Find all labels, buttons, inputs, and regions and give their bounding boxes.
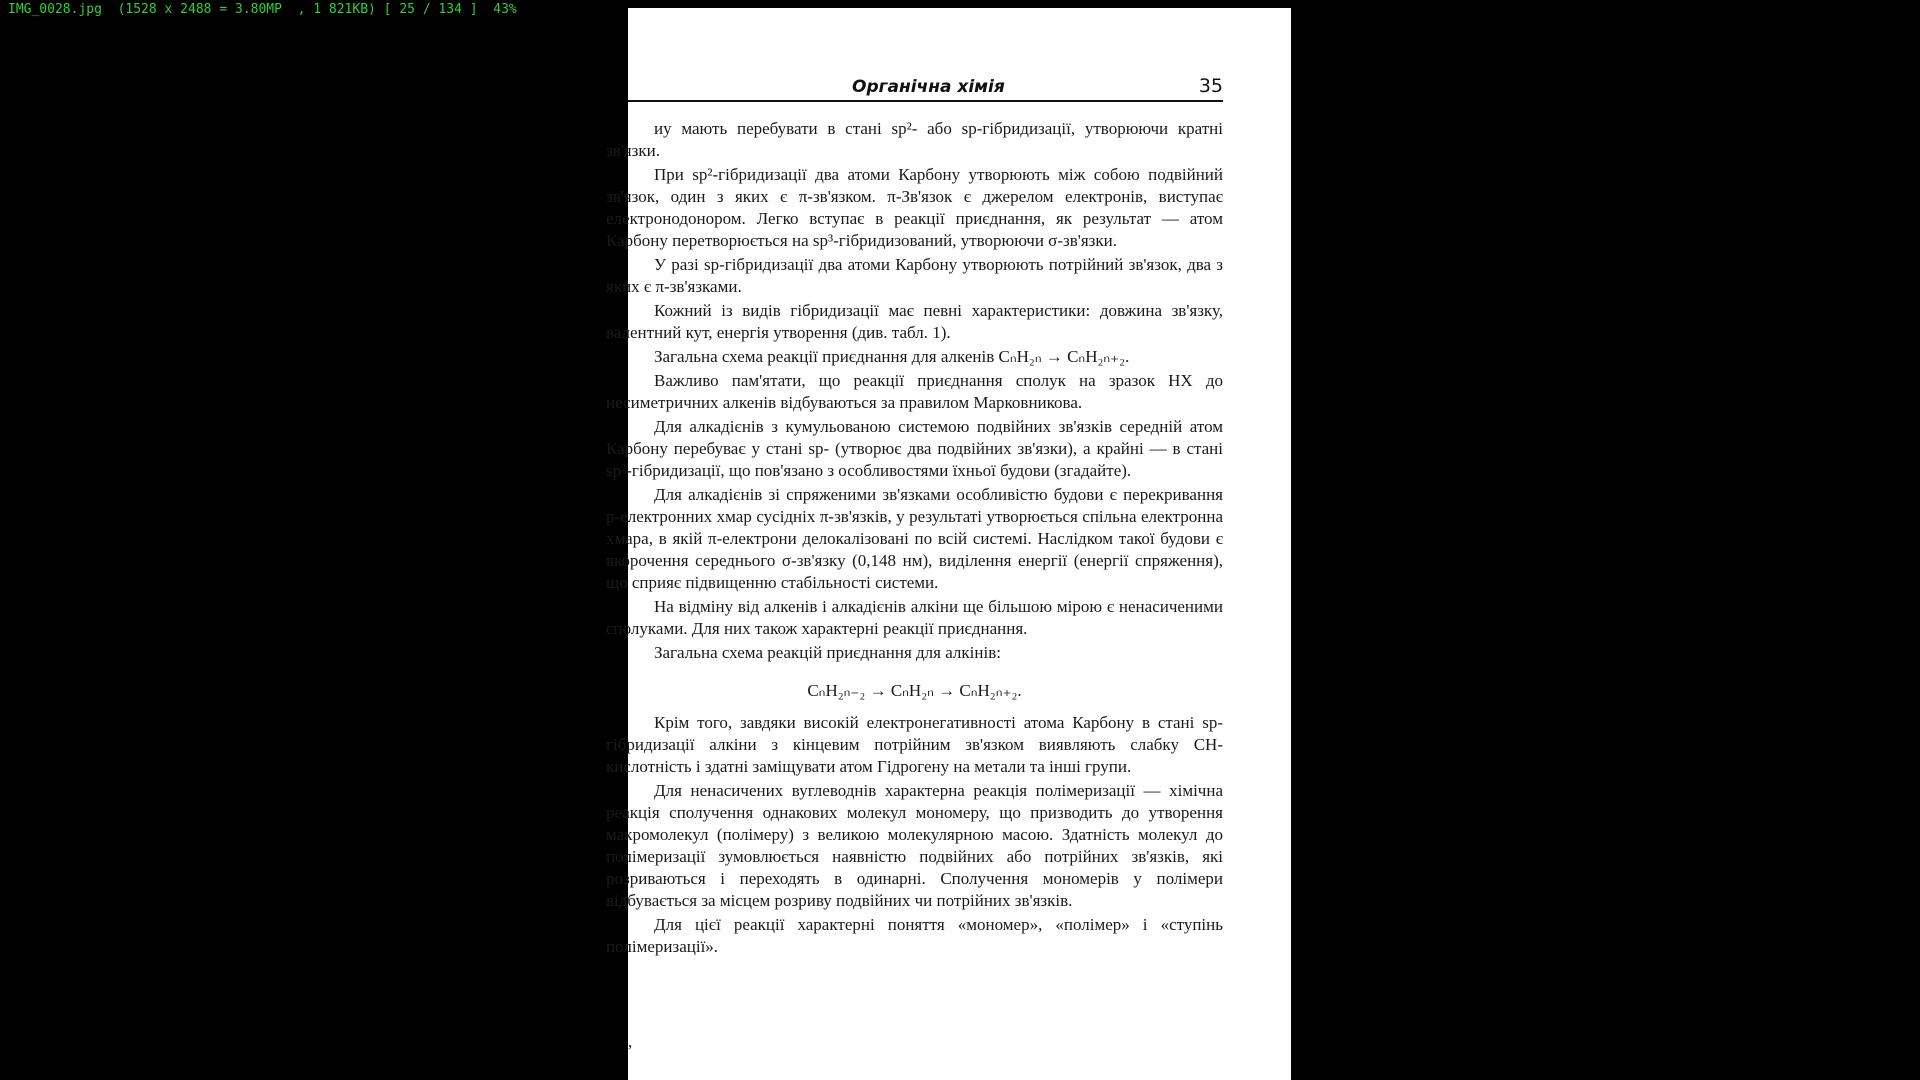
paragraph: При sp²-гібридизації два атоми Карбону утворюють між собою подвійний зв'язок, один з яких є π-зв'язком. π-Зв'язок є джерелом електронів, виступає електронодонором. Легко вступає в реакції приєднання, як результат — атом Карбону перетворюється на sp³-гібридизований, утворюючи σ-зв'язки.: [606, 165, 1223, 250]
paragraph: Загальна схема реакцій приєднання для алкінів:: [654, 643, 1001, 662]
reaction-formula: CₙH₂ₙ₋₂ → CₙH₂ₙ → CₙH₂ₙ₊₂.: [807, 681, 1022, 700]
paragraph: Крім того, завдяки високій електронегативності атома Карбону в стані sp-гібридизації алкіни з кінцевим потрійним зв'язком виявляють слабку CH-кислотність і здатні заміщувати атом Гідрогену на метали та інші групи.: [606, 713, 1223, 776]
running-header: [628, 74, 1223, 102]
paragraph: Для алкадієнів зі спряженими зв'язками особливістю будови є перекривання p-електронних хмар сусідніх π-зв'язків, у результаті утворюється спільна електронна хмара, в якій π-електрони делокалізовані по всій системі. Наслідком такої будови є вкорочення середнього σ-зв'язку (0,148 нм), виділення енергії (енергії спряження), що сприяє підвищенню стабільності системи.: [606, 485, 1223, 592]
image-viewer-status-bar: IMG_0028.jpg (1528 x 2488 = 3.80MP , 1 821KB) [ 25 / 134 ] 43%: [8, 2, 517, 17]
paragraph: Кожний із видів гібридизації має певні характеристики: довжина зв'язку, валентний кут, енергія утворення (див. табл. 1).: [606, 301, 1223, 342]
paragraph: На відміну від алкенів і алкадієнів алкіни ще більшою мірою є ненасиченими сполуками. Для них також характерні реакції приєднання.: [606, 597, 1223, 638]
paragraph: Для алкадієнів з кумульованою системою подвійних зв'язків середній атом Карбону перебуває у стані sp- (утворює два подвійних зв'язки), а крайні — в стані sp²-гібридизації, що пов'язано з особливостями їхньої будови (згадайте).: [606, 417, 1223, 480]
running-title: Органічна хімія: [852, 77, 1005, 97]
scanned-book-page: [606, 8, 1291, 1080]
stray-mark: ,: [628, 1032, 633, 1051]
paragraph: Для ненасичених вуглеводнів характерна реакція полімеризації — хімічна реакція сполучення однакових молекул мономеру, що призводить до утворення макромолекул (полімеру) з великою молекулярною масою. Здатність молекул до полімеризації зумовлюється наявністю подвійних або потрійних зв'язків, які розриваються і переходять в одинарні. Сполучення мономерів у полімери відбувається за місцем розриву подвійних чи потрійних зв'язків.: [606, 781, 1223, 910]
page-number: 35: [1198, 75, 1223, 97]
paragraph: Загальна схема реакції приєднання для алкенів CₙH₂ₙ → CₙH₂ₙ₊₂.: [654, 347, 1130, 366]
paragraph: иу мають перебувати в стані sp²- або sp-гібридизації, утворюючи кратні зв'язки.: [606, 119, 1223, 160]
paragraph: Для цієї реакції характерні поняття «мономер», «полімер» і «ступінь полімеризації».: [606, 915, 1223, 956]
body-text: [606, 118, 1223, 960]
paragraph: У разі sp-гібридизації два атоми Карбону утворюють потрійний зв'язок, два з яких є π-зв'язками.: [606, 255, 1223, 296]
paragraph: Важливо пам'ятати, що реакції приєднання сполук на зразок HX до несиметричних алкенів відбуваються за правилом Марковникова.: [606, 371, 1223, 412]
